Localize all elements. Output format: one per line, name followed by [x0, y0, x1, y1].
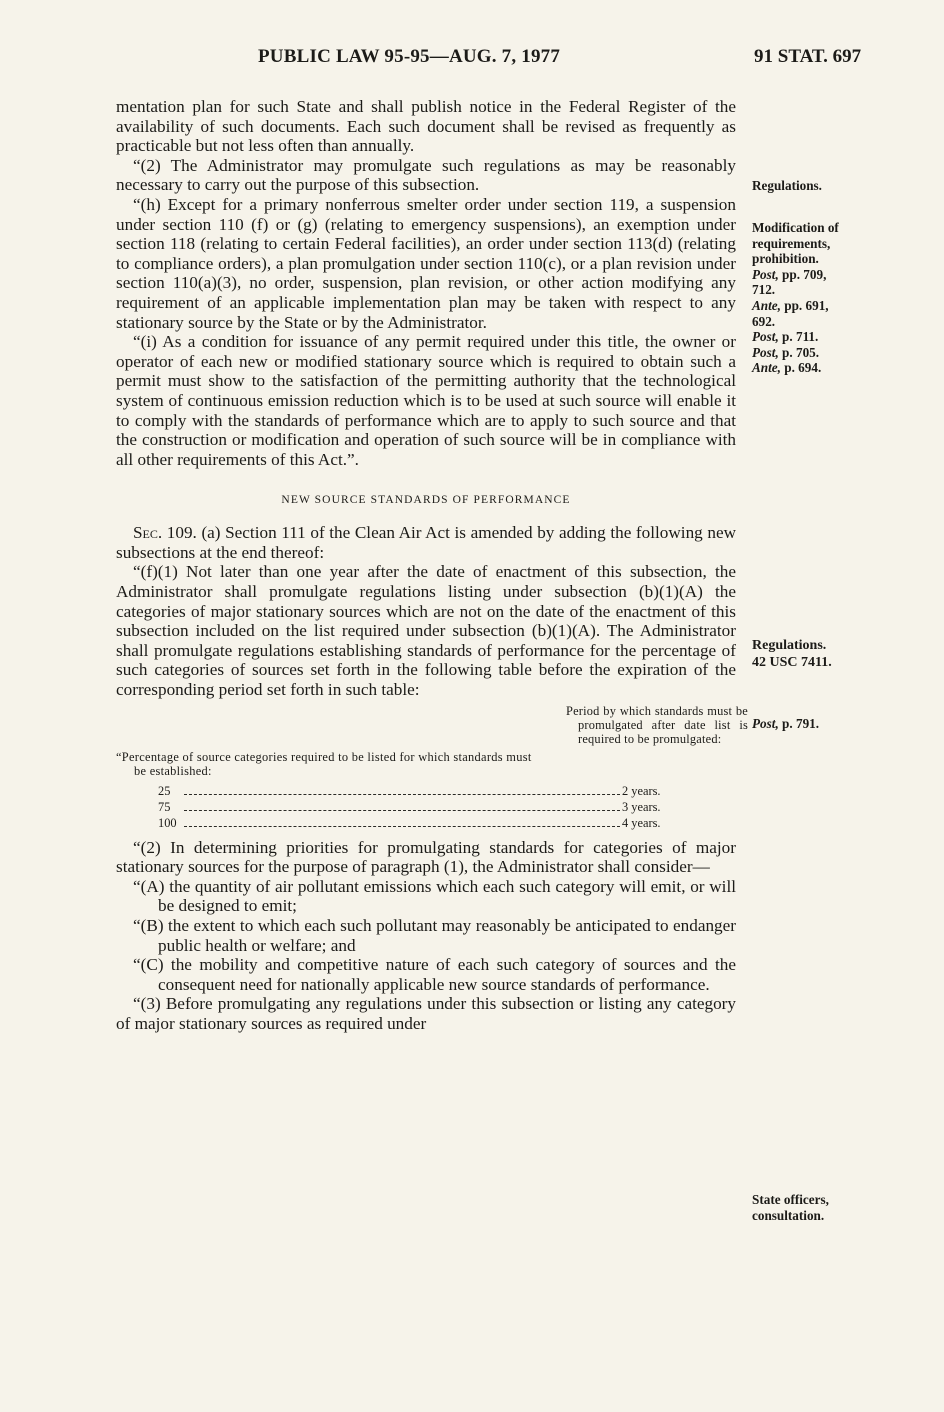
table-percentage: 75 — [158, 799, 171, 814]
page-header — [0, 46, 944, 74]
margin-note-section-109 — [752, 637, 832, 671]
table-period: 2 years. — [622, 783, 661, 798]
table-period: 3 years. — [622, 799, 661, 814]
table-period: 4 years. — [622, 815, 661, 830]
margin-note-line: requirements, — [752, 235, 831, 251]
paragraph-i: “(i) As a condition for issuance of any permit required under this title, the owner or operator of each new or modified stationary source which is required to obtain such a permit must show to the satisfaction of the permitting authority that the technological system of continuous emission reduction which is to be used at such source will enable it to comply with the standards of performance which are to apply to such source and that the construction or modification and operation of such source will be in compliance with all other requirements of this Act.”. — [116, 332, 736, 469]
paragraph-continuation: mentation plan for such State and shall publish notice in the Federal Register of the availability of such documents. Each such document shall be revised as frequently as practicable but not less often than annually. — [116, 97, 736, 156]
margin-note-state-officers — [752, 1192, 829, 1223]
margin-note-post-791: Post, p. 791. — [752, 716, 820, 731]
paragraph-f2-b: “(B) the extent to which each such pollutant may reasonably be anticipated to endanger public health or welfare; and — [133, 916, 736, 955]
paragraph-f1: “(f)(1) Not later than one year after the date of enactment of this subsection, the Administrator shall promulgate regulations listing under subsection (b)(1)(A) the categories of major stationary sources which are not on the date of the enactment of this subsection included on the list required under subsection (b)(1)(A). The Administrator shall promulgate regulations establishing standards of performance for the percentage of such categories of sources set forth in the following table before the expiration of the corresponding period set forth in such table: — [116, 562, 736, 700]
margin-note-modification — [752, 220, 839, 376]
statute-page-number: 91 STAT. 697 — [754, 46, 862, 67]
paragraph-g2: “(2) The Administrator may promulgate such regulations as may be reasonably necessary to carry out the purpose of this subsection. — [116, 155, 736, 195]
standards-schedule-table — [116, 702, 748, 834]
paragraph-h: “(h) Except for a primary nonferrous smelter order under section 119, a suspension under section 110 (f) or (g) (relating to emergency suspensions), an exemption under section 118 (relating to certain Federal facilities), an order under section 113(d) (relating to compliance orders), a plan promulgation under section 110(c), or a plan revision under section 110(a)(3), no order, suspension, plan revision, or other action modifying any requirement of an applicable implementation plan may be taken with respect to any stationary source by the State or by the Administrator. — [116, 194, 736, 332]
margin-note-line: 692. — [752, 313, 776, 329]
margin-note-line: consultation. — [752, 1207, 825, 1223]
paragraph-sec-109 — [116, 523, 736, 562]
margin-note-line: State officers, — [752, 1192, 829, 1207]
margin-note-reference: Post, p. 711. — [752, 329, 819, 345]
section-label: Sec. 109. — [133, 523, 197, 543]
paragraph-f2-a: “(A) the quantity of air pollutant emissions which each such category will emit, or will be designed to emit; — [133, 876, 736, 916]
paragraph-f2-c: “(C) the mobility and competitive nature of each such category of sources and the consequent need for nationally applicable new source standards of performance. — [133, 955, 736, 994]
page-title: PUBLIC LAW 95-95—AUG. 7, 1977 — [258, 46, 561, 67]
margin-note-usc-citation: 42 USC 7411. — [752, 655, 832, 670]
table-percentage: 100 — [158, 815, 177, 830]
table-percentage-header: “Percentage of source categories required to be listed for which standards must be established: — [116, 749, 532, 778]
margin-note-reference: Post, p. 705. — [752, 344, 820, 360]
margin-note-reference: Ante, p. 694. — [752, 360, 822, 376]
section-heading: NEW SOURCE STANDARDS OF PERFORMANCE — [281, 494, 571, 507]
table-percentage: 25 — [158, 783, 171, 798]
table-row — [158, 800, 678, 815]
main-text — [116, 97, 748, 1034]
margin-note-line: Regulations. — [752, 638, 827, 653]
leader-dots — [184, 794, 620, 795]
section-109-text: (a) Section 111 of the Clean Air Act is amended by adding the following new subsections at the end thereof: — [116, 523, 736, 562]
leader-dots — [184, 810, 620, 811]
paragraph-f2: “(2) In determining priorities for promulgating standards for categories of major stationary sources for the purpose of paragraph (1), the Administrator shall consider— — [116, 837, 736, 877]
table-row — [158, 816, 678, 831]
margin-note-regulations: Regulations. — [752, 178, 822, 193]
leader-dots — [184, 826, 620, 827]
table-period-header: Period by which standards must be promulgated after date list is required to be promulgated: — [566, 703, 748, 746]
margin-note-line: prohibition. — [752, 251, 819, 267]
table-row — [158, 784, 678, 799]
margin-note-reference: Ante, pp. 691, — [752, 297, 829, 313]
margin-note-line: 712. — [752, 282, 776, 298]
margin-note-line: Modification of — [752, 220, 839, 235]
margin-note-reference: Post, pp. 709, — [752, 266, 827, 282]
paragraph-f3: “(3) Before promulgating any regulations under this subsection or listing any category of major stationary sources as required under — [116, 994, 736, 1033]
